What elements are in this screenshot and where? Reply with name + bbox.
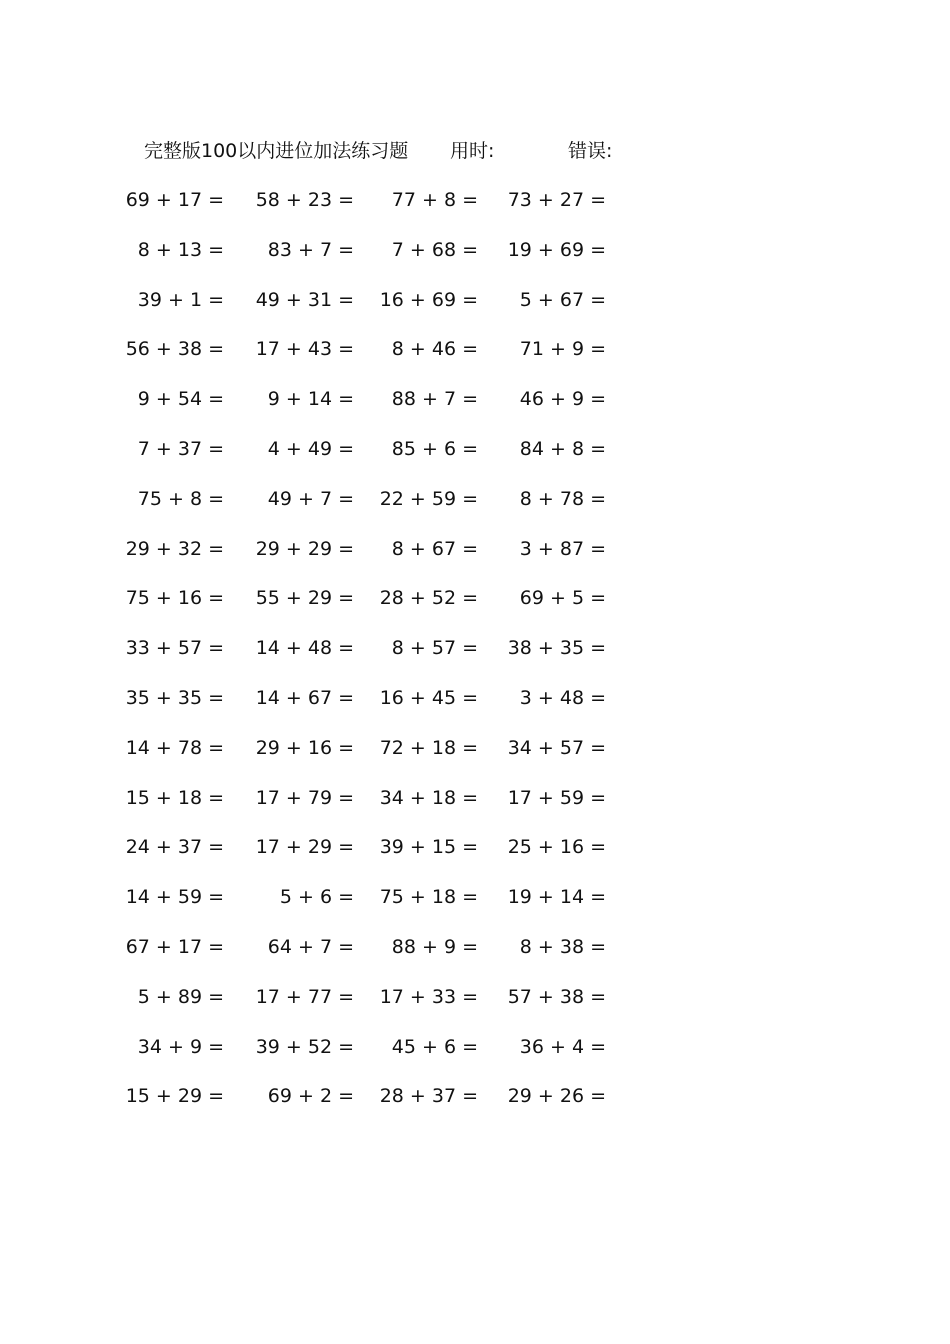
addition-problem: 3 + 87 =	[519, 537, 606, 560]
addition-problem: 46 + 9 =	[519, 388, 606, 411]
addition-problem: 85 + 6 =	[391, 437, 478, 460]
addition-problem: 64 + 7 =	[267, 935, 354, 958]
addition-problem: 72 + 18 =	[379, 736, 478, 759]
addition-problem: 84 + 8 =	[519, 437, 606, 460]
problem-row	[137, 235, 624, 285]
addition-problem: 57 + 38 =	[507, 985, 606, 1008]
worksheet-header	[144, 136, 664, 166]
addition-problem: 15 + 18 =	[125, 786, 224, 809]
addition-problem: 8 + 13 =	[137, 238, 224, 261]
addition-problem: 69 + 5 =	[519, 587, 606, 610]
addition-problem: 5 + 67 =	[519, 288, 606, 311]
addition-problem: 34 + 57 =	[507, 736, 606, 759]
addition-problem: 38 + 35 =	[507, 637, 606, 660]
time-used-label: 用时:	[450, 140, 495, 162]
addition-problem: 45 + 6 =	[391, 1035, 478, 1058]
addition-problem: 17 + 33 =	[379, 985, 478, 1008]
problem-row	[137, 384, 624, 434]
problem-row	[137, 434, 624, 484]
addition-problem: 15 + 29 =	[125, 1085, 224, 1108]
addition-problem: 5 + 6 =	[279, 886, 354, 909]
addition-problem: 29 + 29 =	[255, 537, 354, 560]
addition-problem: 14 + 78 =	[125, 736, 224, 759]
problem-row	[137, 982, 624, 1032]
addition-problem: 34 + 18 =	[379, 786, 478, 809]
problem-row	[125, 733, 624, 783]
problem-row	[137, 285, 624, 335]
addition-problem: 9 + 54 =	[137, 388, 224, 411]
addition-problem: 14 + 59 =	[125, 886, 224, 909]
addition-problem: 49 + 7 =	[267, 487, 354, 510]
addition-problem: 5 + 89 =	[137, 985, 224, 1008]
addition-problem: 39 + 15 =	[379, 836, 478, 859]
problem-row	[137, 484, 624, 534]
problem-row	[125, 185, 624, 235]
problem-row	[125, 832, 624, 882]
problem-row	[125, 1081, 624, 1131]
addition-problem: 55 + 29 =	[255, 587, 354, 610]
addition-problem: 58 + 23 =	[255, 189, 354, 211]
problem-row	[125, 932, 624, 982]
addition-problem: 75 + 18 =	[379, 886, 478, 909]
addition-problem: 19 + 69 =	[507, 238, 606, 261]
problem-row	[125, 583, 624, 633]
addition-problem: 73 + 27 =	[507, 189, 606, 211]
addition-problem: 14 + 67 =	[255, 686, 354, 709]
addition-problem: 67 + 17 =	[125, 935, 224, 958]
problem-row	[125, 633, 624, 683]
addition-problem: 8 + 57 =	[391, 637, 478, 660]
addition-problem: 17 + 43 =	[255, 338, 354, 361]
addition-problem: 14 + 48 =	[255, 637, 354, 660]
problem-row	[125, 334, 624, 384]
addition-problem: 29 + 26 =	[507, 1085, 606, 1108]
addition-problem: 9 + 14 =	[267, 388, 354, 411]
addition-problem: 24 + 37 =	[125, 836, 224, 859]
addition-problem: 22 + 59 =	[379, 487, 478, 510]
addition-problem: 16 + 45 =	[379, 686, 478, 709]
addition-problem: 3 + 48 =	[519, 686, 606, 709]
addition-problem: 33 + 57 =	[125, 637, 224, 660]
addition-problem: 8 + 38 =	[519, 935, 606, 958]
addition-problem: 56 + 38 =	[125, 338, 224, 361]
addition-problem: 69 + 17 =	[125, 189, 224, 211]
problem-row	[137, 1032, 624, 1082]
addition-problem: 28 + 52 =	[379, 587, 478, 610]
addition-problem: 75 + 8 =	[137, 487, 224, 510]
addition-problem: 7 + 37 =	[137, 437, 224, 460]
addition-problem: 39 + 1 =	[137, 288, 224, 311]
addition-problem: 35 + 35 =	[125, 686, 224, 709]
problem-grid	[125, 185, 624, 1131]
errors-label: 错误:	[568, 140, 613, 162]
addition-problem: 71 + 9 =	[519, 338, 606, 361]
addition-problem: 83 + 7 =	[267, 238, 354, 261]
addition-problem: 34 + 9 =	[137, 1035, 224, 1058]
addition-problem: 28 + 37 =	[379, 1085, 478, 1108]
addition-problem: 17 + 29 =	[255, 836, 354, 859]
addition-problem: 7 + 68 =	[391, 238, 478, 261]
addition-problem: 39 + 52 =	[255, 1035, 354, 1058]
addition-problem: 17 + 59 =	[507, 786, 606, 809]
addition-problem: 4 + 49 =	[267, 437, 354, 460]
addition-problem: 17 + 77 =	[255, 985, 354, 1008]
addition-problem: 29 + 32 =	[125, 537, 224, 560]
worksheet-title: 完整版100以内进位加法练习题	[144, 140, 409, 162]
problem-row	[125, 534, 624, 584]
problem-row	[125, 683, 624, 733]
addition-problem: 75 + 16 =	[125, 587, 224, 610]
addition-problem: 16 + 69 =	[379, 288, 478, 311]
problem-row	[125, 882, 624, 932]
addition-problem: 77 + 8 =	[391, 189, 478, 211]
addition-problem: 8 + 46 =	[391, 338, 478, 361]
addition-problem: 36 + 4 =	[519, 1035, 606, 1058]
problem-row	[125, 783, 624, 833]
addition-problem: 88 + 9 =	[391, 935, 478, 958]
addition-problem: 29 + 16 =	[255, 736, 354, 759]
addition-problem: 19 + 14 =	[507, 886, 606, 909]
addition-problem: 8 + 78 =	[519, 487, 606, 510]
addition-problem: 49 + 31 =	[255, 288, 354, 311]
addition-problem: 25 + 16 =	[507, 836, 606, 859]
addition-problem: 69 + 2 =	[267, 1085, 354, 1108]
addition-problem: 17 + 79 =	[255, 786, 354, 809]
addition-problem: 8 + 67 =	[391, 537, 478, 560]
addition-problem: 88 + 7 =	[391, 388, 478, 411]
